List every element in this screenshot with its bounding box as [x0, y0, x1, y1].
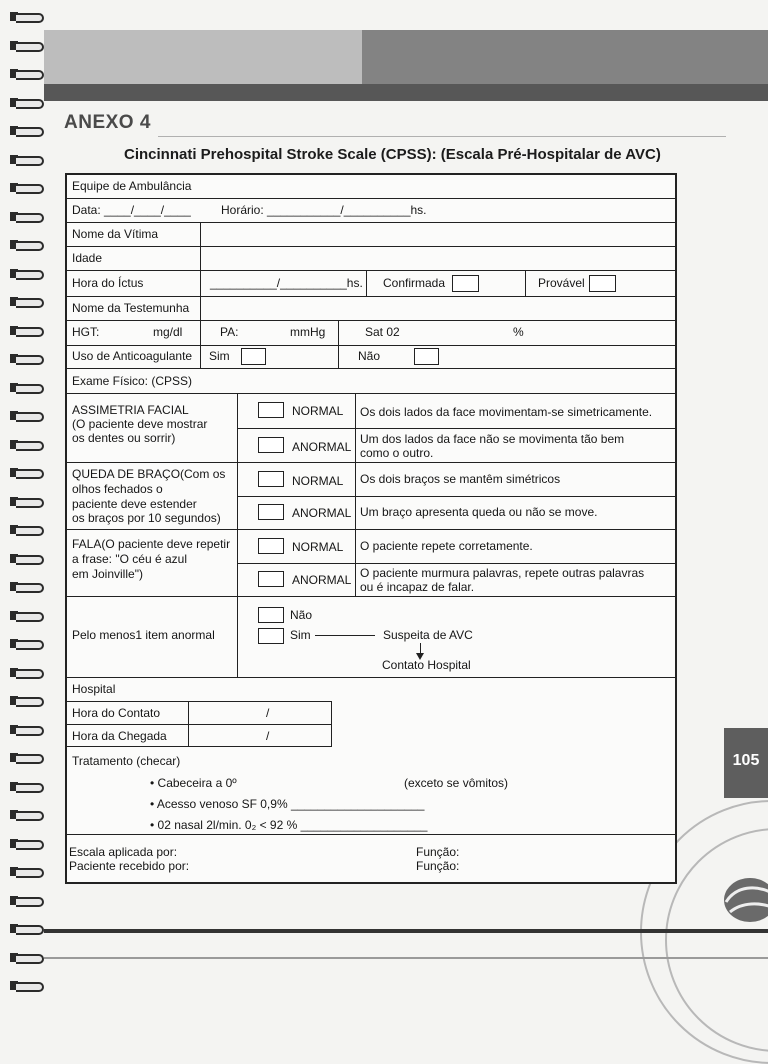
label-hgt: HGT: [72, 325, 100, 339]
contact-time-field[interactable]: / [266, 706, 270, 720]
facial-normal-checkbox[interactable] [258, 402, 284, 418]
bottom-rule-thin [44, 957, 768, 959]
spiral-ring [8, 865, 44, 878]
anticoag-yes-checkbox[interactable] [241, 348, 266, 365]
spiral-ring [8, 10, 44, 23]
result-no-checkbox[interactable] [258, 607, 284, 623]
spiral-ring [8, 39, 44, 52]
facial-desc: os dentes ou sorrir) [72, 431, 176, 445]
time-field[interactable]: Horário: ___________/__________hs. [221, 203, 427, 217]
arm-title: QUEDA DE BRAÇO(Com os [72, 467, 226, 481]
label-normal: NORMAL [292, 404, 344, 418]
label-function: Função: [416, 845, 460, 859]
spiral-ring [8, 894, 44, 907]
facial-desc: (O paciente deve mostrar [72, 417, 208, 431]
label-confirmed: Confirmada [383, 276, 446, 290]
speech-abnormal-checkbox[interactable] [258, 571, 284, 587]
speech-abnormal-desc: ou é incapaz de falar. [360, 580, 475, 594]
spiral-ring [8, 409, 44, 422]
spiral-ring [8, 751, 44, 764]
spiral-ring [8, 808, 44, 821]
spiral-ring [8, 780, 44, 793]
spiral-ring [8, 295, 44, 308]
spiral-ring [8, 523, 44, 536]
label-contact-time: Hora do Contato [72, 706, 161, 720]
spiral-ring [8, 637, 44, 650]
spiral-ring [8, 181, 44, 194]
arm-abnormal-desc: Um braço apresenta queda ou não se move. [360, 505, 598, 519]
spiral-ring [8, 238, 44, 251]
label-victim-name: Nome da Vítima [72, 227, 159, 241]
header-band-light [44, 30, 364, 84]
label-applied-by: Escala aplicada por: [69, 845, 178, 859]
spiral-ring [8, 67, 44, 80]
speech-normal-checkbox[interactable] [258, 538, 284, 554]
spiral-ring [8, 495, 44, 508]
label-received-by: Paciente recebido por: [69, 859, 190, 873]
label-normal: NORMAL [292, 540, 344, 554]
label-abnormal: ANORMAL [292, 506, 352, 520]
label-any-abnormal: Pelo menos1 item anormal [72, 628, 215, 642]
arrow-connector [315, 635, 375, 636]
annex-heading: ANEXO 4 [64, 112, 151, 133]
spiral-ring [8, 979, 44, 992]
spiral-ring [8, 951, 44, 964]
label-result-no: Não [290, 608, 313, 622]
facial-title: ASSIMETRIA FACIAL [72, 403, 189, 417]
header-band-dark [362, 30, 768, 84]
label-sat-unit: % [513, 325, 524, 339]
spiral-ring [8, 381, 44, 394]
speech-desc: em Joinville") [72, 567, 143, 581]
label-ambulance-team: Equipe de Ambulância [72, 179, 192, 193]
label-anticoag-yes: Sim [209, 349, 230, 363]
label-physical-exam: Exame Físico: (CPSS) [72, 374, 193, 388]
label-hospital: Hospital [72, 682, 116, 696]
header-strip [44, 84, 768, 101]
spiral-ring [8, 837, 44, 850]
facial-abnormal-desc: como o outro. [360, 446, 434, 460]
label-contact-hospital: Contato Hospital [382, 658, 471, 672]
spiral-ring [8, 552, 44, 565]
label-witness-name: Nome da Testemunha [72, 301, 190, 315]
spiral-ring [8, 666, 44, 679]
anticoag-no-checkbox[interactable] [414, 348, 439, 365]
spiral-ring [8, 324, 44, 337]
spiral-ring [8, 609, 44, 622]
speech-desc: a frase: "O céu é azul [72, 552, 187, 566]
label-anticoag-no: Não [358, 349, 381, 363]
probable-checkbox[interactable] [589, 275, 616, 292]
label-pa: PA: [220, 325, 239, 339]
spiral-ring [8, 124, 44, 137]
arrival-time-field[interactable]: / [266, 729, 270, 743]
confirmed-checkbox[interactable] [452, 275, 479, 292]
arm-desc: olhos fechados o [72, 482, 163, 496]
ball-icon [716, 872, 768, 928]
result-yes-checkbox[interactable] [258, 628, 284, 644]
label-treatment: Tratamento (checar) [72, 754, 181, 768]
page-title: Cincinnati Prehospital Stroke Scale (CPSS): (Escala Pré-Hospitalar de AVC) [124, 146, 661, 163]
label-function: Função: [416, 859, 460, 873]
date-field[interactable]: Data: ____/____/____ [72, 203, 191, 217]
label-normal: NORMAL [292, 474, 344, 488]
label-anticoagulant: Uso de Anticoagulante [72, 349, 193, 363]
spiral-ring [8, 96, 44, 109]
arm-normal-checkbox[interactable] [258, 471, 284, 487]
label-abnormal: ANORMAL [292, 440, 352, 454]
speech-normal-desc: O paciente repete corretamente. [360, 539, 533, 553]
facial-abnormal-desc: Um dos lados da face não se movimenta tão bem [360, 432, 625, 446]
facial-normal-desc: Os dois lados da face movimentam-se simetricamente. [360, 405, 653, 419]
treatment-item-oxygen[interactable]: • 02 nasal 2l/min. 0₂ < 92 % ___________________ [150, 818, 428, 832]
arm-normal-desc: Os dois braços se mantêm simétricos [360, 472, 561, 486]
spiral-ring [8, 267, 44, 280]
spiral-ring [8, 210, 44, 223]
spiral-binding [8, 10, 46, 1010]
ictus-time-field[interactable]: __________/__________hs. [210, 276, 363, 290]
spiral-ring [8, 466, 44, 479]
treatment-note: (exceto se vômitos) [404, 776, 509, 790]
spiral-ring [8, 438, 44, 451]
label-sat: Sat 02 [365, 325, 400, 339]
label-probable: Provável [538, 276, 585, 290]
label-suspect-stroke: Suspeita de AVC [383, 628, 473, 642]
speech-abnormal-desc: O paciente murmura palavras, repete outras palavras [360, 566, 645, 580]
page-number: 105 [732, 752, 760, 769]
treatment-item-headboard: • Cabeceira a 0º [150, 776, 237, 790]
spiral-ring [8, 352, 44, 365]
spiral-ring [8, 694, 44, 707]
spiral-ring [8, 922, 44, 935]
label-age: Idade [72, 251, 103, 265]
spiral-ring [8, 580, 44, 593]
treatment-item-venous[interactable]: • Acesso venoso SF 0,9% ____________________ [150, 797, 425, 811]
label-result-yes: Sim [290, 628, 311, 642]
speech-title: FALA(O paciente deve repetir [72, 537, 231, 551]
label-hgt-unit: mg/dl [153, 325, 183, 339]
bottom-rule [44, 929, 768, 933]
facial-abnormal-checkbox[interactable] [258, 437, 284, 453]
label-arrival-time: Hora da Chegada [72, 729, 167, 743]
label-pa-unit: mmHg [290, 325, 326, 339]
heading-rule [158, 136, 726, 137]
arm-desc: paciente deve estender [72, 497, 197, 511]
arm-desc: os braços por 10 segundos) [72, 511, 221, 525]
label-abnormal: ANORMAL [292, 573, 352, 587]
spiral-ring [8, 153, 44, 166]
label-ictus-time: Hora do Íctus [72, 276, 144, 290]
spiral-ring [8, 723, 44, 736]
arm-abnormal-checkbox[interactable] [258, 504, 284, 520]
